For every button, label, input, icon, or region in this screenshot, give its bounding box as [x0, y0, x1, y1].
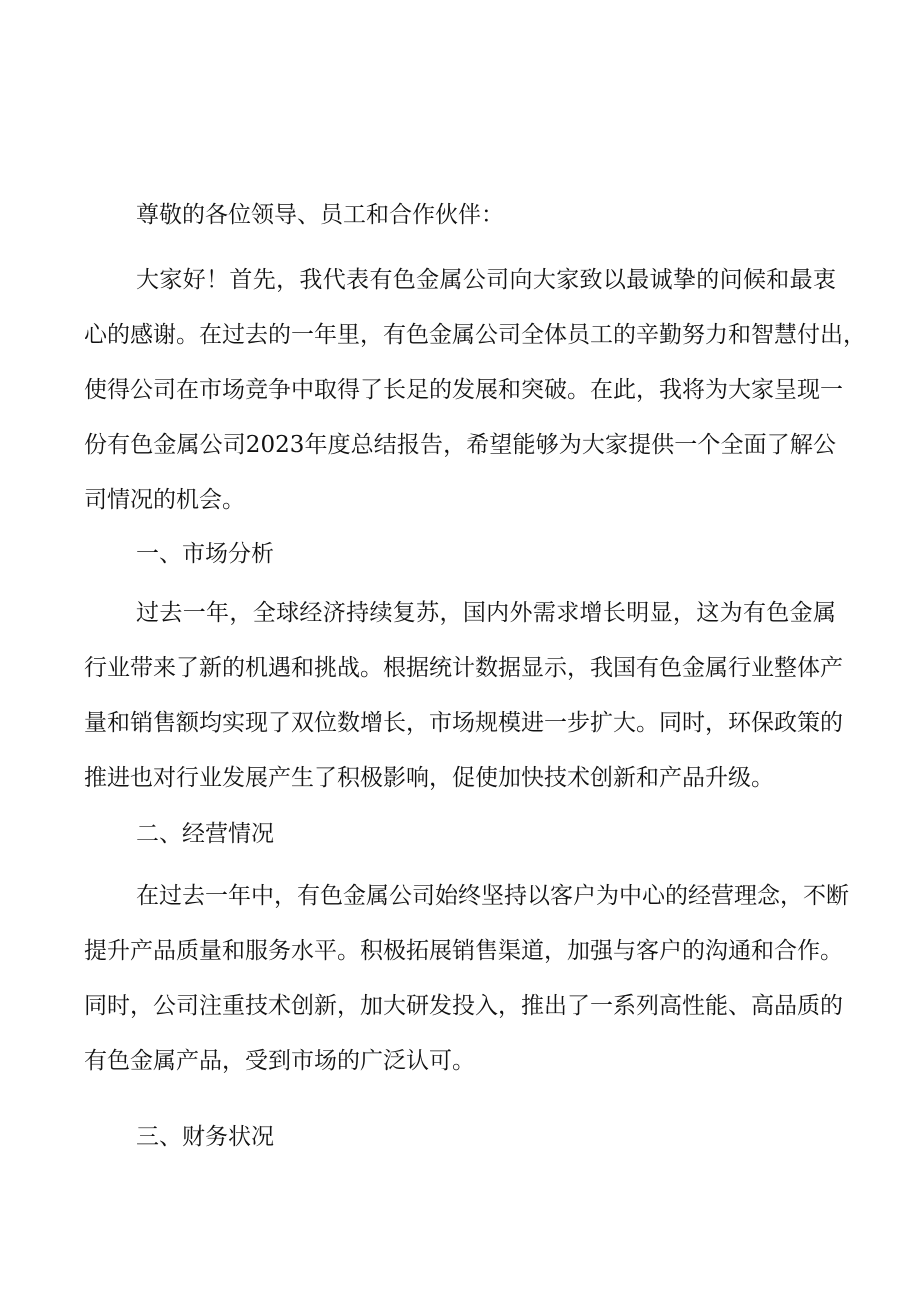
paragraph-line: 在过去一年中，有色金属公司始终坚持以客户为中心的经营理念，不断: [136, 883, 849, 909]
paragraph-line: 推进也对行业发展产生了积极影响，促使加快技术创新和产品升级。: [84, 765, 774, 791]
paragraph-line: 司情况的机会。: [84, 487, 245, 513]
paragraph-line: 同时，公司注重技术创新，加大研发投入，推出了一系列高性能、高品质的: [84, 993, 843, 1019]
paragraph-line: 大家好！首先，我代表有色金属公司向大家致以最诚挚的问候和最衷: [136, 267, 836, 293]
paragraph-line: 行业带来了新的机遇和挑战。根据统计数据显示，我国有色金属行业整体产: [84, 655, 843, 681]
market-paragraph: [84, 586, 843, 806]
greeting-line: 尊敬的各位领导、员工和合作伙伴：: [136, 202, 504, 228]
operations-paragraph: [84, 869, 849, 1089]
paragraph-line: 心的感谢。在过去的一年里，有色金属公司全体员工的辛勤努力和智慧付出，: [84, 322, 866, 348]
paragraph-line: 使得公司在市场竞争中取得了长足的发展和突破。在此，我将为大家呈现一: [84, 377, 843, 403]
section-heading-operations: 二、经营情况: [136, 821, 274, 847]
paragraph-line: 提升产品质量和服务水平。积极拓展销售渠道，加强与客户的沟通和合作。: [84, 938, 843, 964]
paragraph-line: 量和销售额均实现了双位数增长，市场规模进一步扩大。同时，环保政策的: [84, 710, 843, 736]
section-heading-market: 一、市场分析: [136, 541, 274, 567]
intro-paragraph: [84, 253, 866, 528]
section-heading-finance: 三、财务状况: [136, 1124, 274, 1150]
paragraph-line: 有色金属产品，受到市场的广泛认可。: [84, 1048, 475, 1074]
paragraph-line: 过去一年，全球经济持续复苏，国内外需求增长明显，这为有色金属: [136, 600, 836, 626]
paragraph-line: 份有色金属公司2023年度总结报告，希望能够为大家提供一个全面了解公: [84, 432, 836, 458]
